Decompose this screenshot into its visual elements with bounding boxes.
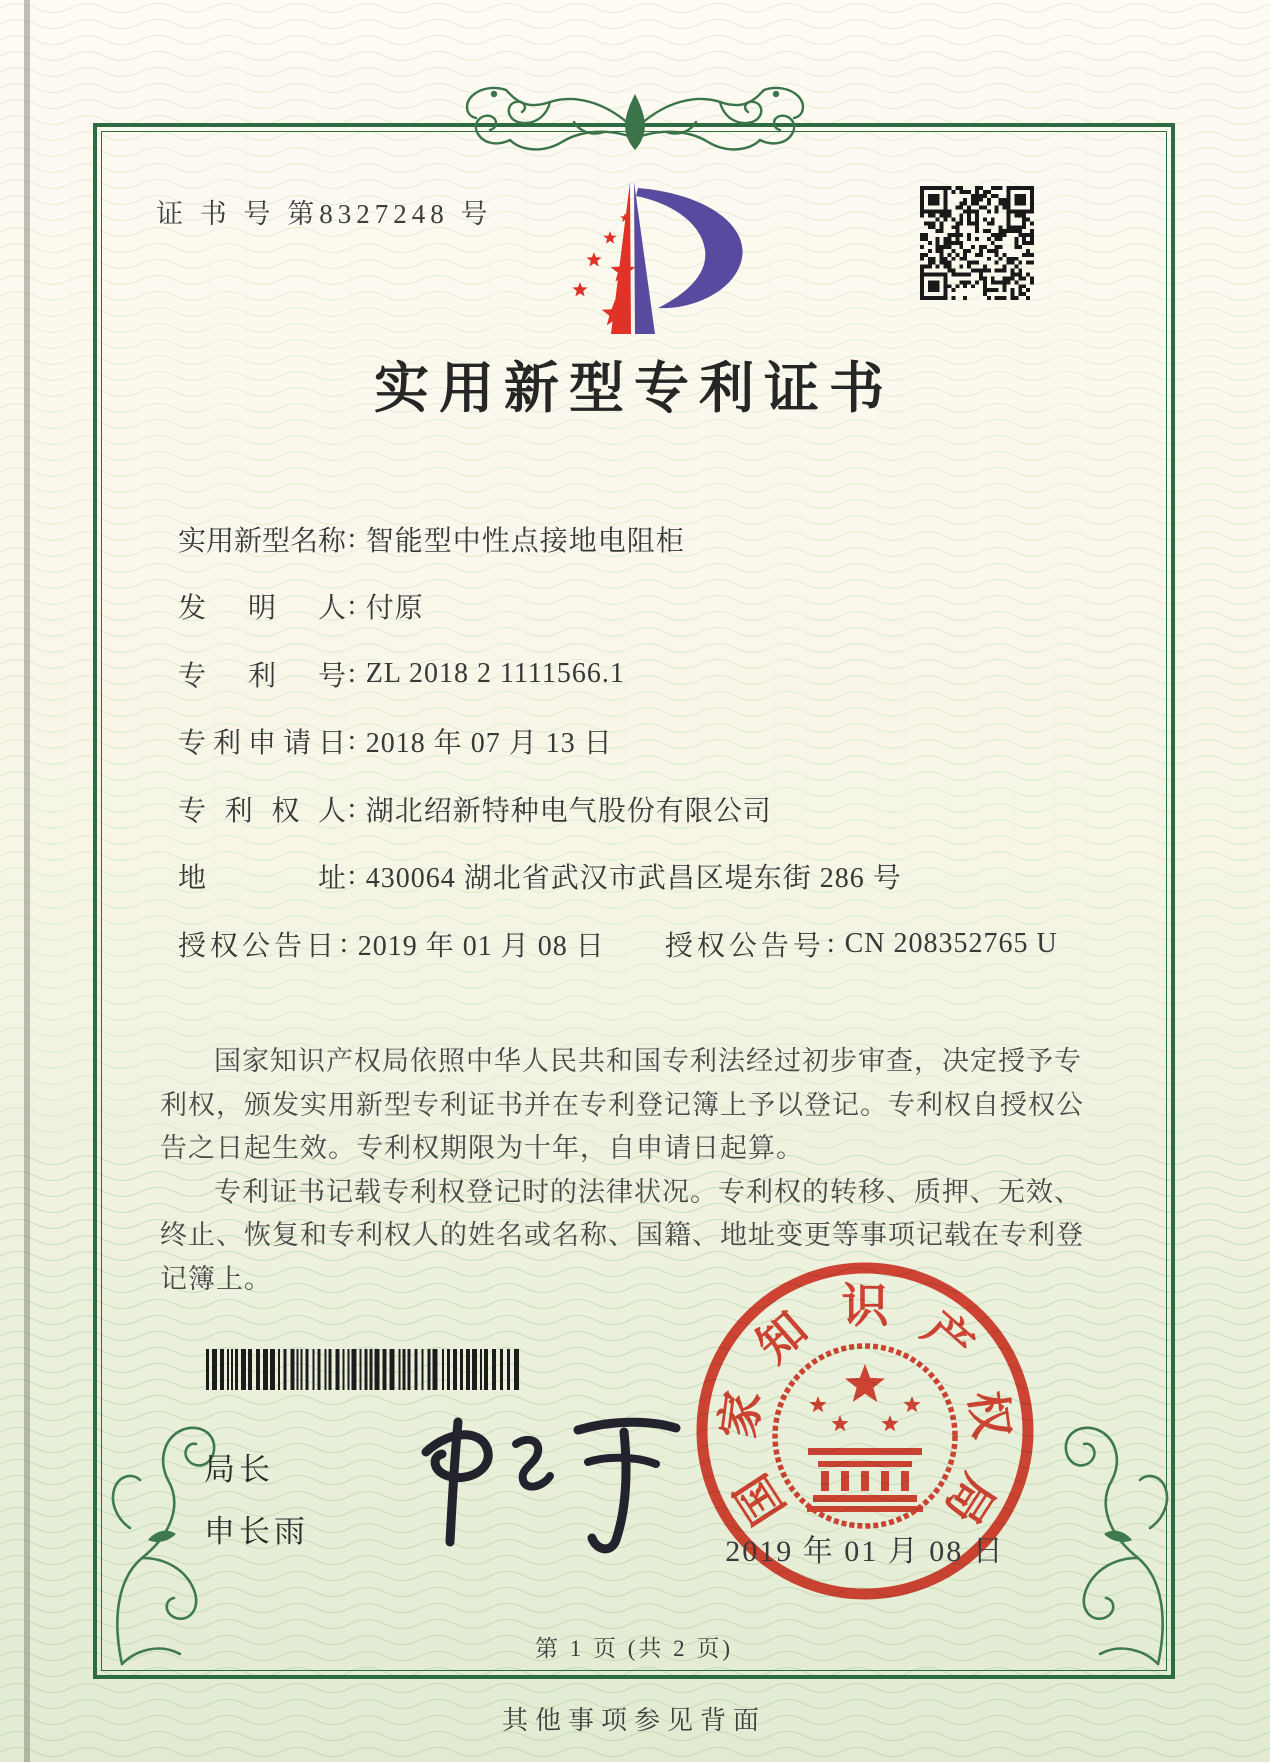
- scan-edge-artifact: [24, 0, 30, 1762]
- field-colon: :: [348, 860, 356, 892]
- field-row-address: [178, 843, 1098, 911]
- back-note: 其他事项参见背面: [501, 1706, 766, 1735]
- svg-text:产: 产: [912, 1302, 983, 1373]
- seal-date: 2019 年 01 月 08 日: [725, 1535, 1005, 1568]
- qr-code-icon: [920, 186, 1034, 300]
- legal-paragraph-2: 专利证书记载专利权登记时的法律状况。专利权的转移、质押、无效、终止、恢复和专利权人的姓名或名称、国籍、地址变更等事项记载在专利登记簿上。: [160, 1176, 1084, 1294]
- barcode-icon: [204, 1349, 520, 1390]
- grant-number-value: CN 208352765 U: [844, 927, 1058, 959]
- field-value: 430064 湖北省武汉市武昌区堤东街 286 号: [365, 863, 902, 895]
- page-number: 第 1 页 (共 2 页): [534, 1636, 734, 1661]
- field-label: 地址: [178, 863, 346, 895]
- commissioner-name: 申长雨: [204, 1514, 309, 1549]
- field-row-inventor: [178, 573, 1098, 641]
- field-value: ZL 2018 2 1111566.1: [365, 657, 625, 689]
- field-value: 2018 年 07 月 13 日: [365, 728, 613, 760]
- grant-date-value: 2019 年 01 月 08 日: [357, 930, 605, 962]
- field-label: 专利权人: [178, 795, 346, 827]
- certificate-number: 证 书 号 第8327248 号: [156, 199, 493, 229]
- field-colon: :: [340, 927, 348, 959]
- field-colon: :: [826, 927, 835, 959]
- field-value: 智能型中性点接地电阻柜: [365, 525, 685, 557]
- legal-paragraph-1: 国家知识产权局依照中华人民共和国专利法经过初步审查，决定授予专利权，颁发实用新型专利证书并在专利登记簿上予以登记。专利权自授权公告之日起生效。专利权期限为十年，自申请日起算。: [160, 1046, 1084, 1163]
- grant-date-label: 授权公告日: [178, 930, 339, 962]
- svg-text:家: 家: [712, 1388, 771, 1442]
- certificate-title: 实用新型专利证书: [373, 358, 894, 419]
- field-value: 付原: [365, 593, 424, 625]
- cnipa-logo-icon: [512, 178, 764, 338]
- field-colon: :: [348, 657, 356, 689]
- svg-text:国: 国: [726, 1464, 796, 1533]
- field-row-patentee: [178, 775, 1098, 843]
- field-label: 专利申请日: [178, 728, 346, 760]
- field-row-patent-number: [178, 640, 1098, 708]
- svg-text:知: 知: [747, 1302, 818, 1373]
- field-colon: :: [348, 792, 356, 824]
- svg-text:识: 识: [841, 1280, 889, 1333]
- field-label: 发明人: [178, 593, 346, 625]
- grant-number-label: 授权公告号: [664, 930, 825, 962]
- field-colon: :: [348, 725, 356, 757]
- svg-text:局: 局: [934, 1464, 1004, 1533]
- field-label: 专利号: [178, 660, 346, 692]
- field-row-grant: [178, 910, 1098, 978]
- field-list: [178, 505, 1098, 978]
- field-colon: :: [348, 522, 356, 554]
- field-row-name: [178, 505, 1098, 573]
- field-value: 湖北绍新特种电气股份有限公司: [365, 795, 772, 827]
- commissioner-block: [204, 1444, 309, 1551]
- field-label: 实用新型名称: [178, 525, 347, 557]
- commissioner-title: 局长: [204, 1452, 274, 1487]
- field-colon: :: [348, 590, 356, 622]
- signature-handwriting-icon: [392, 1400, 702, 1578]
- svg-text:权: 权: [959, 1388, 1018, 1442]
- field-row-filing-date: [178, 708, 1098, 776]
- dragon-ornament-icon: [454, 84, 816, 160]
